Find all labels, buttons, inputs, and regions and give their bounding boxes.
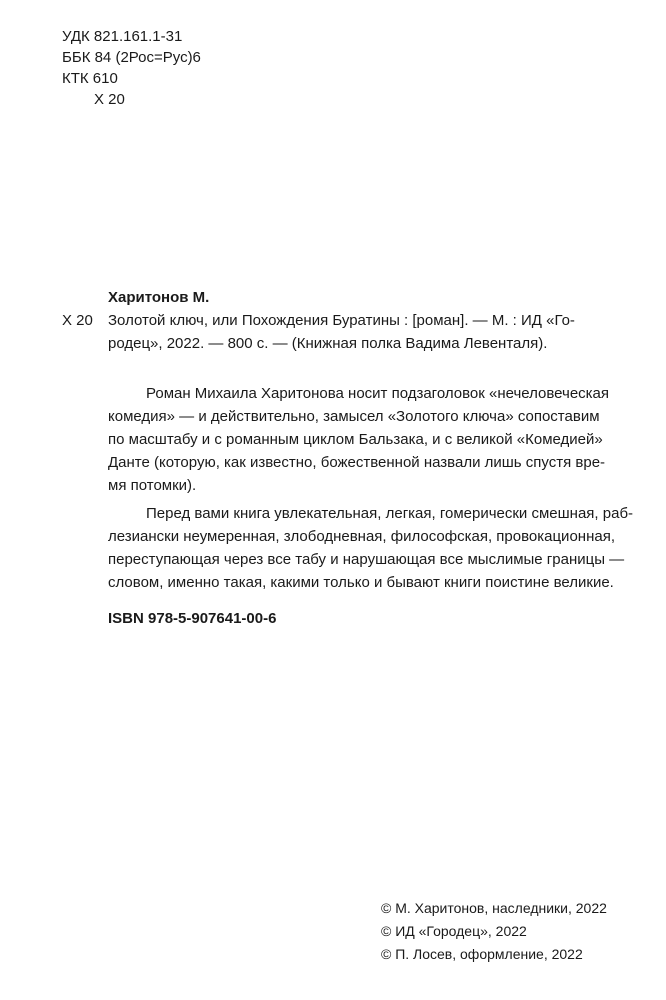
book-annotation	[108, 382, 644, 599]
bibliographic-entry	[62, 286, 642, 355]
annotation-paragraph	[108, 382, 644, 497]
annotation-line: по масштабу и с романным циклом Бальзака, и с великой «Комедией»	[108, 431, 603, 448]
description-line: Золотой ключ, или Похождения Буратины : [роман]. — М. : ИД «Го-	[108, 312, 575, 329]
copyright-line: © М. Харитонов, наследники, 2022	[381, 900, 607, 916]
bbk-code: ББК 84 (2Рос=Рус)6	[62, 49, 201, 66]
copyright-line: © ИД «Городец», 2022	[381, 923, 527, 939]
annotation-line: комедия» — и действительно, замысел «Золотого ключа» сопоставим	[108, 408, 600, 425]
annotation-line: Перед вами книга увлекательная, легкая, гомерически смешная, раб-	[146, 505, 634, 522]
copyright-block	[381, 897, 607, 966]
author-name: Харитонов М.	[108, 289, 210, 306]
classification-codes	[62, 26, 201, 110]
annotation-paragraph	[108, 502, 644, 594]
entry-author-mark: Х 20	[62, 312, 93, 329]
annotation-line: мя потомки).	[108, 477, 197, 494]
annotation-line: словом, именно такая, какими только и бывают книги поистине великие.	[108, 574, 614, 591]
isbn-number: ISBN 978-5-907641-00-6	[108, 610, 277, 627]
annotation-line: Данте (которую, как известно, божественной назвали лишь спустя вре-	[108, 454, 606, 471]
annotation-line: лезиански неумеренная, злободневная, философская, провокационная,	[108, 528, 615, 545]
ktk-code: КТК 610	[62, 70, 118, 87]
description-line: родец», 2022. — 800 с. — (Книжная полка Вадима Левенталя).	[108, 335, 548, 352]
copyright-line: © П. Лосев, оформление, 2022	[381, 946, 583, 962]
bibliographic-description	[108, 309, 642, 355]
annotation-line: Роман Михаила Харитонова носит подзаголовок «нечеловеческая	[146, 385, 610, 402]
author-mark: Х 20	[94, 91, 125, 108]
udk-code: УДК 821.161.1-31	[62, 28, 183, 45]
annotation-line: переступающая через все табу и нарушающая все мыслимые границы —	[108, 551, 625, 568]
